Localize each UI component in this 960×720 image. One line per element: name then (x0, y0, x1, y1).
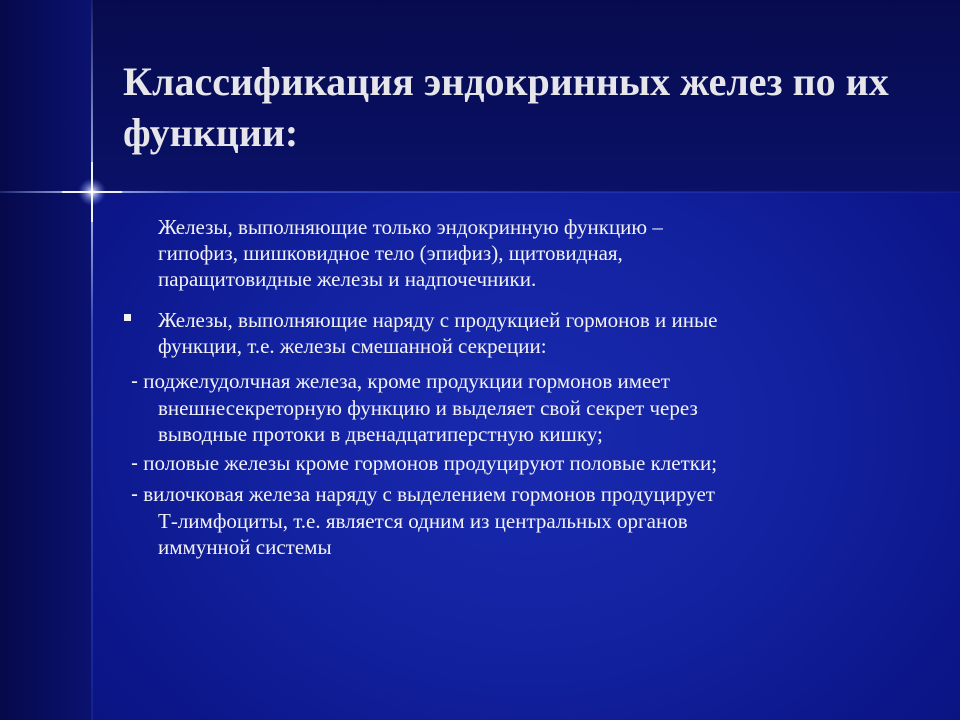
text-line: вилочковая железа наряду с выделением гормонов продуцирует (143, 482, 715, 506)
text-line: выводные протоки в двенадцатиперстную кишку; (158, 422, 603, 446)
dash-marker: - (131, 452, 138, 475)
text-line: Железы, выполняющие только эндокринную функцию – (158, 215, 663, 239)
text-line: поджелудолчная железа, кроме продукции гормонов имеет (143, 369, 670, 393)
text-line: гипофиз, шишковидное тело (эпифиз), щитовидная, (158, 241, 623, 265)
text-line: иммунной системы (158, 535, 332, 559)
text-line: внешнесекреторную функцию и выделяет свой секрет через (158, 396, 698, 420)
slide-title: Классификация эндокринных желез по их функции: (123, 59, 889, 155)
text-line: Железы, выполняющие наряду с продукцией гормонов и иные (158, 308, 718, 332)
text-line: паращитовидные железы и надпочечники. (158, 267, 537, 291)
text-line: половые железы кроме гормонов продуцируют половые клетки; (143, 451, 718, 475)
dash-marker: - (131, 370, 138, 393)
list-item-thymus (131, 481, 921, 560)
dash-marker: - (131, 483, 138, 506)
square-bullet-icon (124, 314, 131, 321)
list-item-gonads (131, 450, 921, 477)
paragraph-endocrine-only (158, 214, 918, 292)
paragraph-mixed-secretion (158, 307, 918, 359)
list-item-pancreas (131, 368, 921, 447)
text-line: Т-лимфоциты, т.е. является одним из центральных органов (158, 509, 688, 533)
text-line: функции, т.е. железы смешанной секреции: (158, 334, 547, 358)
